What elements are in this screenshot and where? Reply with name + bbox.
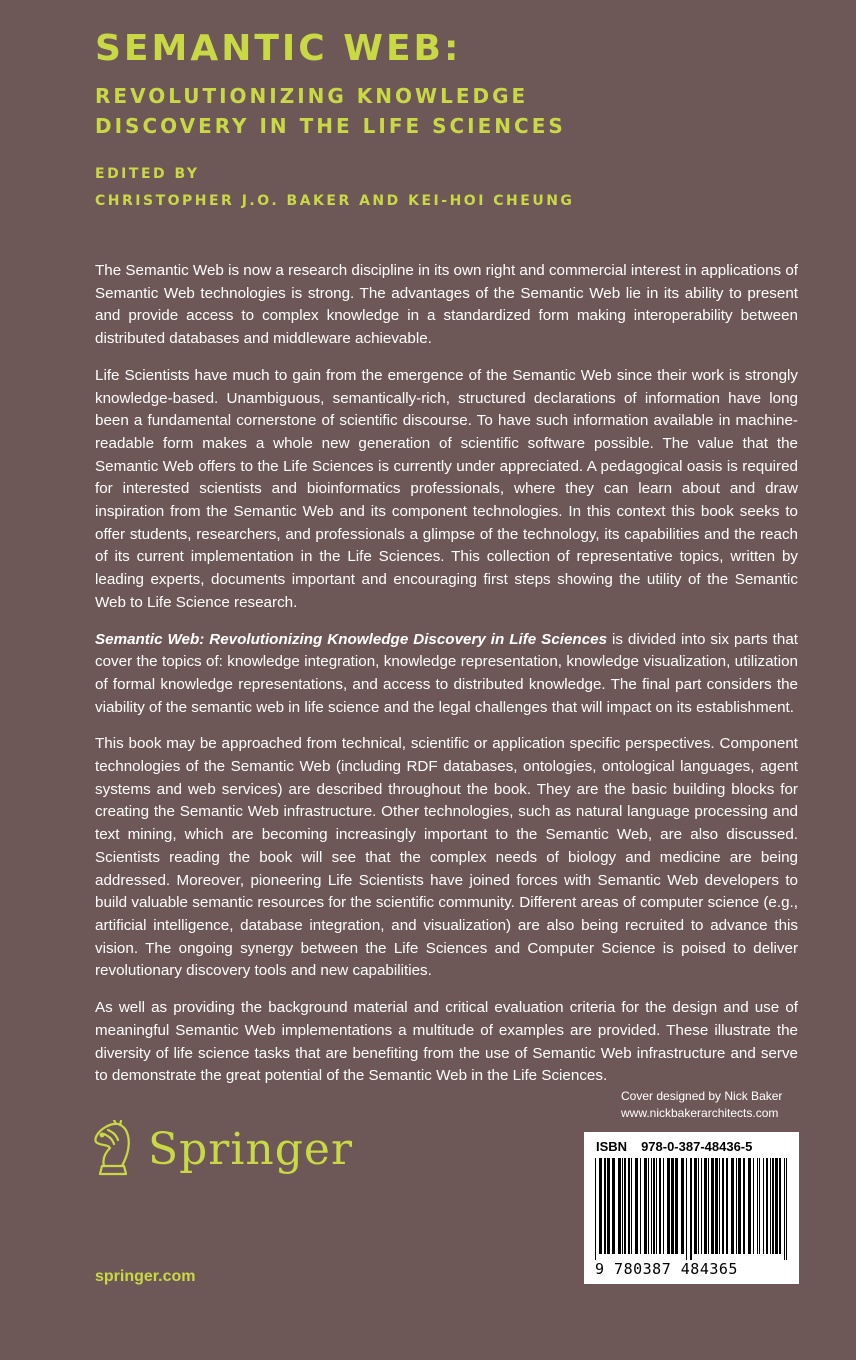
barcode-bar: [753, 1158, 754, 1254]
barcode-bar: [701, 1158, 702, 1254]
barcode-bar: [698, 1158, 699, 1254]
book-subtitle-line-1: REVOLUTIONIZING KNOWLEDGE: [95, 84, 529, 108]
barcode-bar: [595, 1158, 596, 1260]
barcode-bar: [681, 1158, 684, 1254]
barcode-bar: [671, 1158, 674, 1254]
barcode-bar: [686, 1158, 687, 1260]
edited-by-label: EDITED BY: [95, 166, 200, 182]
book-description: [95, 260, 798, 1102]
barcode-bar: [624, 1158, 626, 1254]
barcode-bar: [656, 1158, 657, 1254]
barcode-bar: [786, 1158, 787, 1260]
editors-names: CHRISTOPHER J.O. BAKER AND KEI-HOI CHEUNG: [95, 193, 575, 209]
description-paragraph-5: As well as providing the background material and critical evaluation criteria for the design and use of meaningful Semantic Web implementations a multitude of examples are provided. These illustrate the diversity of life science tasks that are benefiting from the use of Semantic Web infrastructure and serve to demonstrate the great potential of the Semantic Web in the Life Sciences.: [95, 999, 798, 1085]
barcode-bar: [711, 1158, 714, 1254]
description-paragraph-4: This book may be approached from technical, scientific or application specific perspectives. Component technologies of the Semantic Web (including RDF databases, ontologies, ontological languages, agent systems and web services) are described throughout the book. They are the basic building blocks for creating the Semantic Web infrastructure. Other technologies, such as natural language processing and text mining, which are becoming increasingly important to the Semantic Web, are also discussed. Scientists reading the book will see that the complex needs of biology and medicine are being addressed. Moreover, pioneering Life Scientists have joined forces with Semantic Web developers to build valuable semantic resources for the scientific community. Different areas of computer science (e.g., artificial intelligence, database integration, and visualization) are also being recruited to advance this vision. The ongoing synergy between the Life Sciences and Computer Science is poised to deliver revolutionary discovery tools and new capabilities.: [95, 735, 798, 980]
barcode-bar: [766, 1158, 768, 1254]
barcode-bar: [779, 1158, 781, 1254]
description-paragraph-1: The Semantic Web is now a research discipline in its own right and commercial interest in applications of Semantic Web technologies is strong. The advantages of the Semantic Web lie in its ability to present and provide access to complex knowledge in a standardized form making interoperability between distributed databases and middleware achievable.: [95, 262, 798, 348]
barcode-bar: [731, 1158, 734, 1254]
springer-wordmark: Springer: [148, 1124, 353, 1175]
barcode-bar: [653, 1158, 655, 1254]
barcode-bar: [722, 1158, 724, 1254]
barcode-bar: [644, 1158, 647, 1254]
barcode-bar: [618, 1158, 621, 1254]
barcode-bar: [599, 1158, 602, 1254]
barcode-bar: [784, 1158, 785, 1260]
barcode-bar: [635, 1158, 638, 1254]
barcode-bar: [757, 1158, 758, 1254]
isbn-line: [596, 1139, 752, 1154]
cover-credit: [621, 1088, 782, 1122]
barcode-bar: [763, 1158, 764, 1254]
barcode-bar: [631, 1158, 632, 1254]
barcode-bar: [694, 1158, 697, 1254]
barcode-bar: [772, 1158, 774, 1254]
barcode-bar: [759, 1158, 760, 1254]
barcode-bar: [775, 1158, 778, 1254]
barcode-bar: [604, 1158, 606, 1254]
barcode-bar: [651, 1158, 652, 1254]
book-title-inline: Semantic Web: Revolutionizing Knowledge Discovery in Life Sciences: [95, 630, 608, 648]
barcode-bar: [648, 1158, 649, 1254]
description-paragraph-2: Life Scientists have much to gain from the emergence of the Semantic Web since their work is strongly knowledge-based. Unambiguous, semantically-rich, structured declarations of information have long been a fundamental cornerstone of scientific discourse. To have such information available in machine-readable form makes a whole new generation of scientific software possible. The value that the Semantic Web offers to the Life Sciences is currently under appreciated. A pedagogical oasis is required for interested scientists and bioinformatics professionals, where they can learn about and draw inspiration from the Semantic Web and its component technologies. In this context this book seeks to offer students, researchers, and professionals a glimpse of the technology, its capabilities and the reach of its current implementation in the Life Sciences. This collection of representative topics, written by leading experts, documents important and encouraging first steps showing the utility of the Semantic Web to Life Science research.: [95, 366, 798, 611]
designer-website: www.nickbakerarchitects.com: [621, 1106, 779, 1120]
barcode-bar: [628, 1158, 630, 1254]
ean-digits: 9 780387 484365: [595, 1260, 738, 1278]
description-paragraph-3: [95, 629, 798, 720]
springer-horse-icon: [88, 1120, 138, 1178]
barcode-bar: [622, 1158, 623, 1254]
barcode-bar: [675, 1158, 678, 1254]
barcode-bar: [640, 1158, 641, 1254]
barcode-bar: [738, 1158, 741, 1254]
barcode-bar: [667, 1158, 670, 1254]
description-paragraph-3-text: is divided into six parts that cover the topics of: knowledge integration, knowledge representation, knowledge visualization, utilization of formal knowledge representations, and access to distributed knowledge. The final part considers the viability of the semantic web in life science and the legal challenges that will impact on its establishment.: [95, 630, 798, 716]
barcode-bars: [593, 1158, 790, 1260]
barcode-bar: [715, 1158, 718, 1254]
publisher-website: springer.com: [95, 1268, 196, 1285]
barcode-bar: [719, 1158, 720, 1254]
isbn-number: 978-0-387-48436-5: [641, 1139, 753, 1154]
barcode-bar: [748, 1158, 751, 1254]
isbn-barcode: [584, 1132, 799, 1284]
barcode-bar: [708, 1158, 709, 1254]
barcode-bar: [612, 1158, 615, 1254]
barcode-bar: [704, 1158, 707, 1254]
barcode-bar: [736, 1158, 737, 1254]
cover-designer: Cover designed by Nick Baker: [621, 1089, 783, 1103]
springer-logo: [88, 1120, 353, 1178]
barcode-bar: [690, 1158, 692, 1260]
barcode-bar: [663, 1158, 664, 1254]
book-title: SEMANTIC WEB:: [95, 28, 462, 69]
book-subtitle-line-2: DISCOVERY IN THE LIFE SCIENCES: [95, 114, 566, 138]
barcode-bar: [743, 1158, 745, 1254]
barcode-bar: [659, 1158, 661, 1254]
barcode-bar: [607, 1158, 610, 1254]
barcode-bar: [726, 1158, 728, 1254]
isbn-label: ISBN: [596, 1139, 628, 1154]
barcode-bar: [770, 1158, 771, 1254]
